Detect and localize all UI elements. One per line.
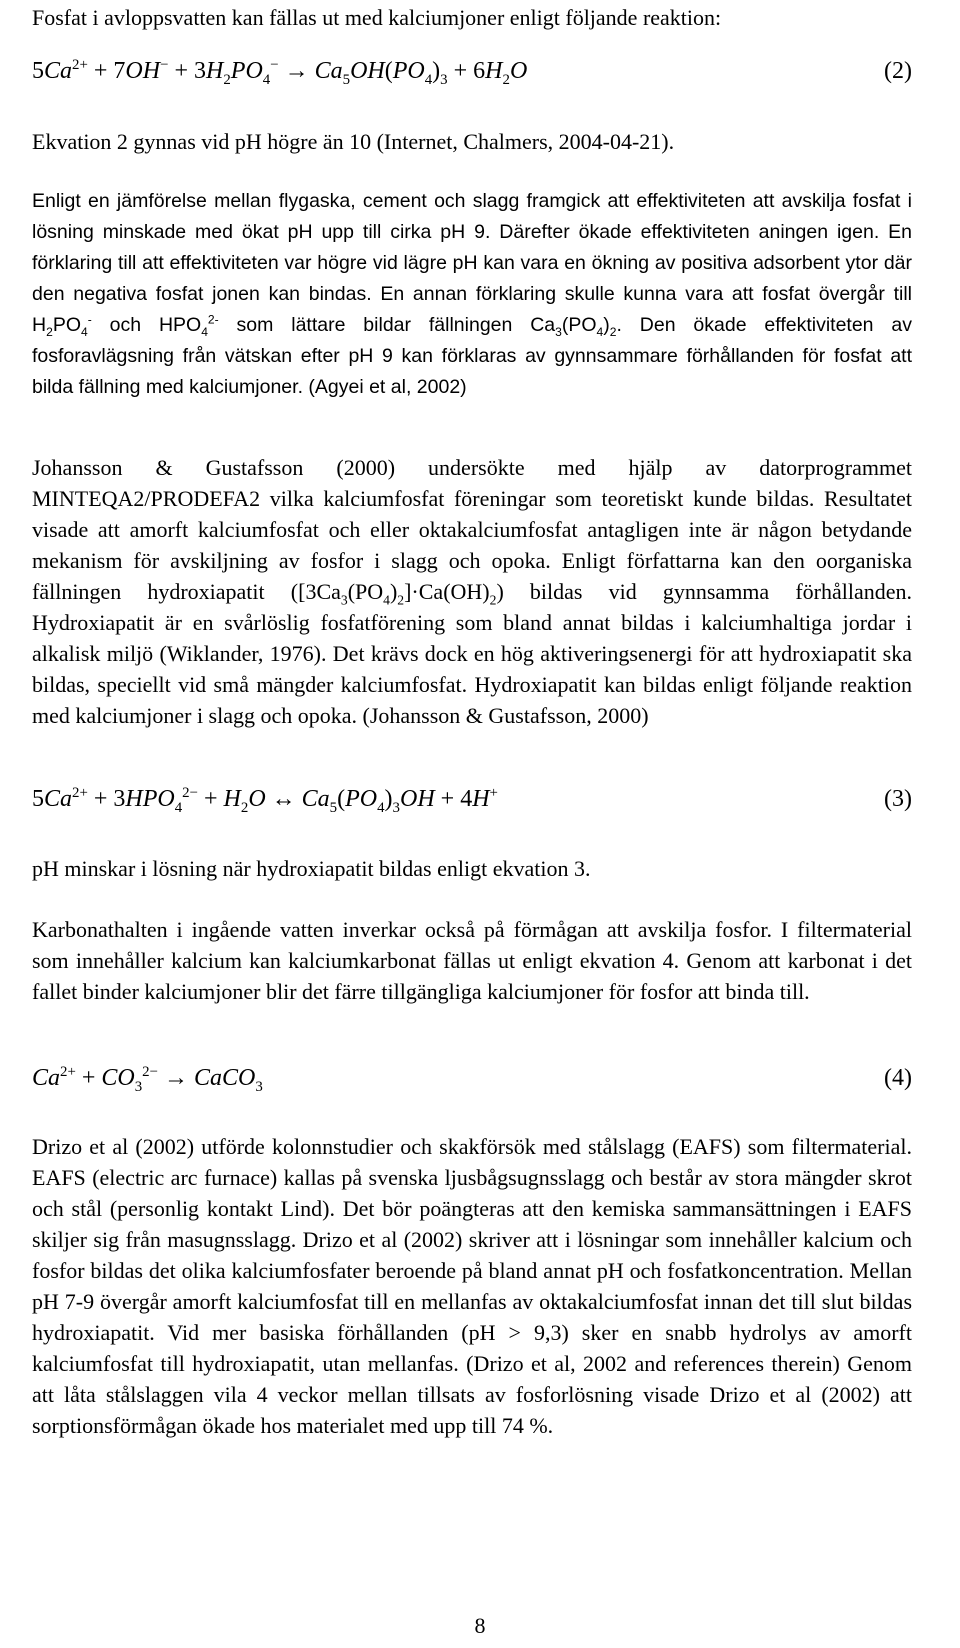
equation-4-number: (4) — [884, 1065, 912, 1091]
equation-3 — [32, 786, 912, 820]
johansson-paragraph: Johansson & Gustafsson (2000) undersökte med hjälp av datorprogrammet MINTEQA2/PRODEFA2 vilka kalciumfosfat föreningar som teoretiskt kunde bildas. Resultatet visade att amorft kalciumfosfat och eller oktakalciumfosfat antagligen inte är någon betydande mekanism för avskiljning av fosfor i slagg och opoka. Enligt författarna kan den oorganiska fällningen hydroxiapatit $([3Ca_3(PO_4)_2]\cdot Ca(OH)_2)$ bildas vid gynnsamma förhållanden. Hydroxiapatit är en svårlöslig fosfatförening som bland annat bildas i kalciumhaltiga jordar i alkalisk miljö (Wiklander, 1976). Det krävs dock en hög aktiveringsenergi för att hydroxiapatit ska bildas, speciellt vid små mängder kalciumfosfat. Hydroxiapatit kan bildas enligt följande reaktion med kalciumjoner i slagg och opoka. (Johansson & Gustafsson, 2000) — [32, 455, 913, 728]
page-number: 8 — [474, 1613, 486, 1638]
equation-3-number: (3) — [884, 786, 912, 812]
equation-2-number: (2) — [884, 58, 912, 84]
eq3-note-paragraph: pH minskar i lösning när hydroxiapatit bildas enligt ekvation 3. — [32, 856, 591, 881]
equation-4-formula: $Ca^{2+} + CO_3^{2-}$ → CaCO$_3$ — [32, 1064, 263, 1095]
eq2-note-paragraph: Ekvation 2 gynnas vid pH högre än 10 (Internet, Chalmers, 2004-04-21). — [32, 129, 675, 154]
comparison-paragraph: Enligt en jämförelse mellan flygaska, cement och slagg framgick att effektiviteten att avskilja fosfat i lösning minskade med ökat pH upp till cirka pH 9. Därefter ökade effektiviteten aningen igen. En förklaring till att effektiviteten var högre vid lägre pH kan vara en ökning av positiva adsorbent ytor där den negativa fosfat jonen kan bindas. En annan förklaring skulle kunna vara att fosfat övergår till $H_2PO_4^-$ och $HPO_4^{2-}$ som lättare bildar fällningen $Ca_3(PO_4)_2$. Den ökade effektiviteten av fosforavlägsning från vätskan efter pH 9 kan förklaras av gynnsammare förhållanden för fosfat att bilda fällning med kalciumjoner. (Agyei et al, 2002) — [32, 190, 912, 398]
drizo-paragraph: Drizo et al (2002) utförde kolonnstudier och skakförsök med stålslagg (EAFS) som filtermaterial. EAFS (electric arc furnace) kallas på svenska ljusbågsugnsslagg och består av stora mängder skrot och stål (personlig kontakt Lind). Det bör poängteras att den kemiska sammansättningen i EAFS skiljer sig från masugnsslagg. Drizo et al (2002) skriver att i lösningar som innehåller kalcium och fosfor bildas det olika kalciumfosfater beroende på bland annat pH och fosfatkoncentration. Mellan pH 7-9 övergår amorft kalciumfosfat till en mellanfas av oktakalciumfosfat innan det till slut bildas hydroxiapatit. Vid mer basiska förhållanden (pH > 9,3) sker en snabb hydrolys av amorft kalciumfosfat till hydroxiapatit, utan mellanfas. (Drizo et al, 2002 and references therein) Genom att låta stålslaggen vila 4 veckor mellan tillsats av fosforlösning visade Drizo et al (2002) att sorptionsförmågan ökade hos materialet med upp till 74 %. — [32, 1134, 912, 1438]
equation-2 — [32, 58, 912, 92]
intro-paragraph: Fosfat i avloppsvatten kan fällas ut med kalciumjoner enligt följande reaktion: — [32, 5, 722, 30]
equation-3-formula: $5Ca^{2+} + 3HPO_4^{2-} + H_2O$ ↔ $Ca_5(PO_4)_3OH + 4H^+$ — [32, 785, 498, 816]
karbonat-paragraph: Karbonathalten i ingående vatten inverkar också på förmågan att avskilja fosfor. I filtermaterial som innehåller kalcium kan kalciumkarbonat fällas ut enligt ekvation 4. Genom att karbonat i det fallet binder kalciumjoner blir det färre tillgängliga kalciumjoner för fosfor att binda till. — [32, 917, 912, 1004]
equation-4 — [32, 1065, 912, 1099]
equation-2-formula: $5Ca^{2+} + 7OH^- + 3H_2PO_4^- \to Ca_5OH(PO_4)_3 + 6H_2O$ — [32, 57, 528, 88]
